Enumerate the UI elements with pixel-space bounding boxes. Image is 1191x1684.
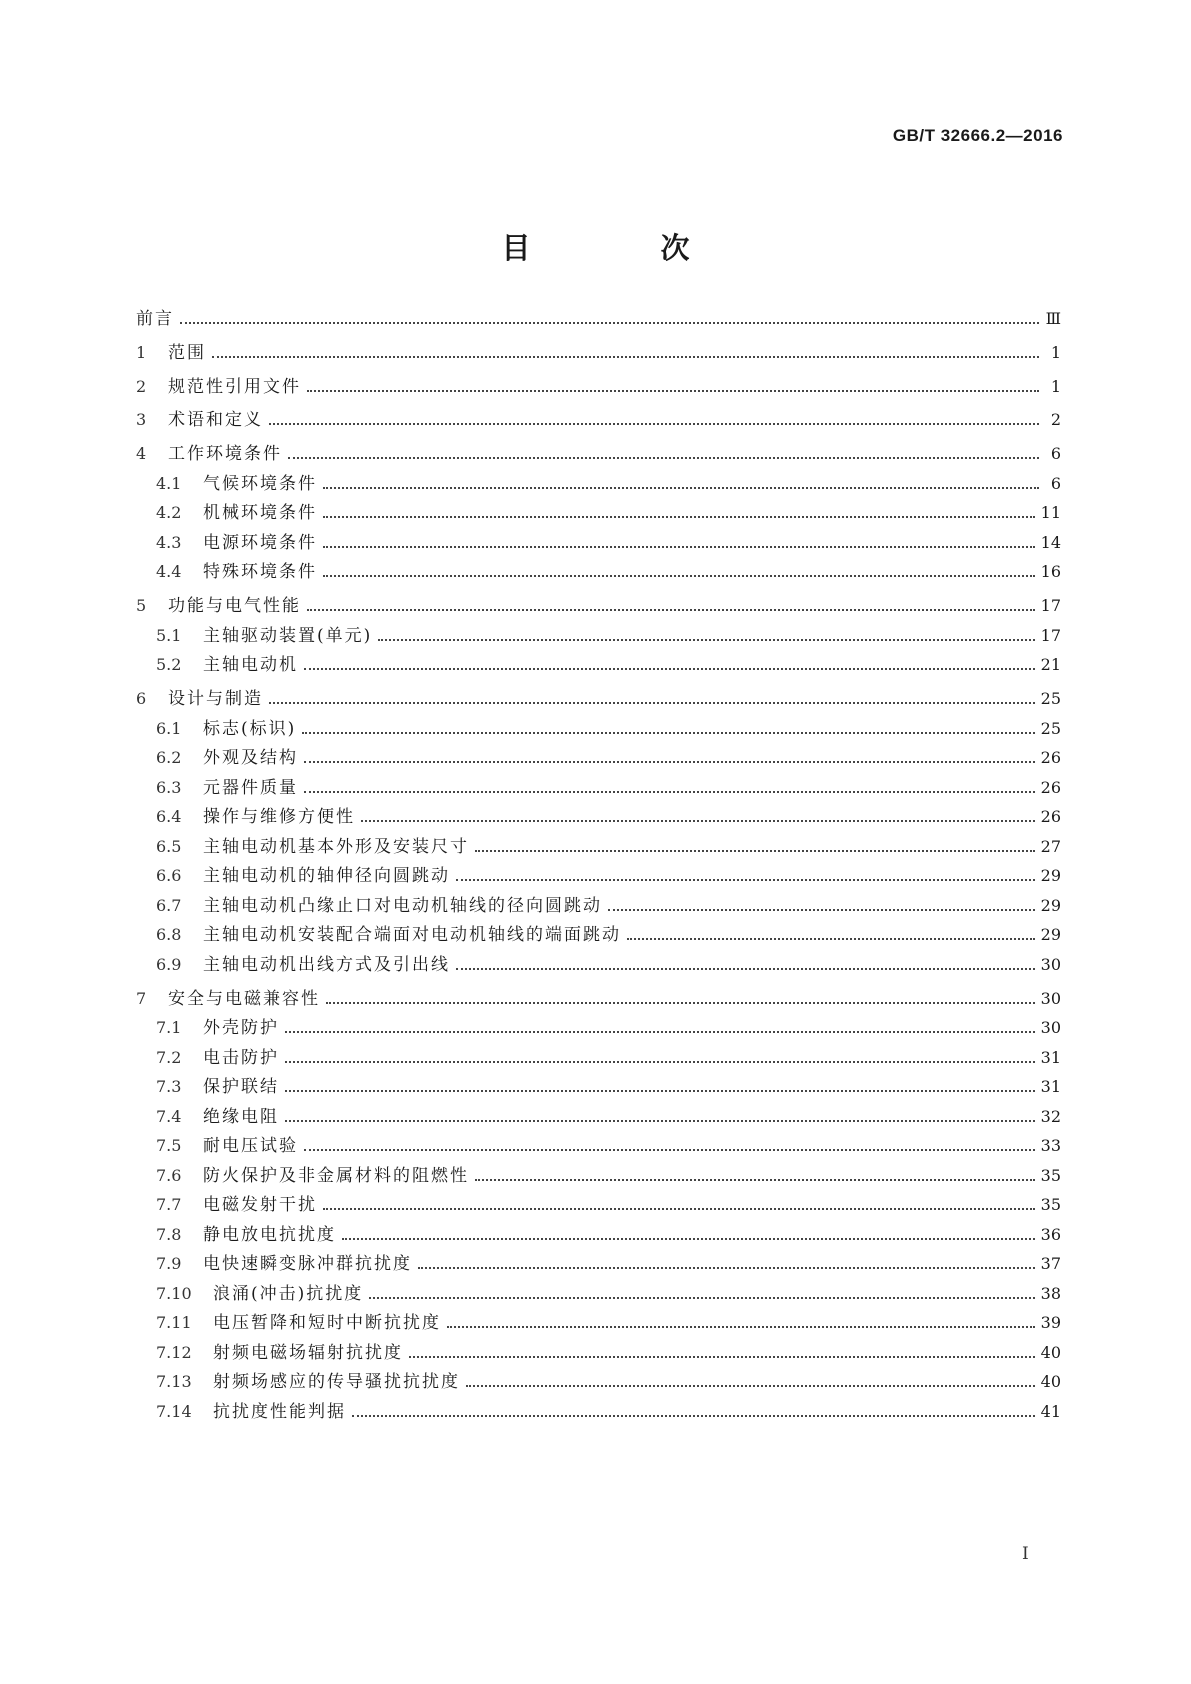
toc-leader-dots: [307, 609, 1035, 611]
toc-entry-title: 元器件质量: [203, 778, 298, 798]
toc-entry-title: 术语和定义: [168, 410, 263, 430]
toc-entry-title: 浪涌(冲击)抗扰度: [213, 1284, 364, 1304]
toc-leader-dots: [378, 639, 1034, 641]
toc-entry-title: 电源环境条件: [203, 533, 317, 553]
toc-entry-number: 6.1: [156, 719, 182, 738]
toc-entry-page: 21: [1040, 655, 1061, 674]
toc-entry-number: 5.2: [156, 655, 182, 674]
toc-entry-page: 29: [1040, 896, 1061, 915]
toc-entry-number: 7.3: [156, 1077, 182, 1096]
toc-entry-page: 35: [1040, 1166, 1061, 1185]
toc-entry-page: 31: [1040, 1048, 1061, 1067]
toc-entry-page: 29: [1040, 866, 1061, 885]
toc-entry[interactable]: [156, 471, 1061, 497]
page-title: 目 次: [501, 231, 750, 265]
toc-entry[interactable]: [156, 1399, 1061, 1425]
toc-entry-number: 7.10: [156, 1284, 192, 1303]
toc-entry-page: 6: [1050, 444, 1061, 463]
standard-code: GB/T 32666.2—2016: [892, 126, 1063, 145]
toc-entry-number: 7.13: [156, 1372, 192, 1391]
toc-entry[interactable]: [136, 441, 1061, 467]
toc-leader-dots: [323, 516, 1035, 518]
toc-entry-number: 4: [136, 444, 147, 463]
toc-entry-number: 6.6: [156, 866, 182, 885]
toc-leader-dots: [304, 1149, 1035, 1151]
toc-entry[interactable]: [136, 407, 1061, 433]
toc-entry-number: 7: [136, 989, 147, 1008]
toc-leader-dots: [361, 820, 1035, 822]
toc-entry-number: 4.3: [156, 533, 182, 552]
toc-entry-title: 主轴电动机基本外形及安装尺寸: [203, 837, 469, 857]
toc-entry-number: 6.5: [156, 837, 182, 856]
toc-entry[interactable]: [156, 1133, 1061, 1159]
toc-entry[interactable]: [156, 834, 1061, 860]
toc-entry-number: 6.4: [156, 807, 182, 826]
toc-entry[interactable]: [136, 374, 1061, 400]
toc-leader-dots: [212, 356, 1039, 358]
toc-entry-number: 4.1: [156, 474, 182, 493]
toc-entry[interactable]: [156, 500, 1061, 526]
toc-leader-dots: [304, 761, 1035, 763]
toc-entry-page: 11: [1040, 503, 1061, 522]
toc-entry[interactable]: [136, 593, 1061, 619]
toc-entry-title: 前言: [136, 309, 174, 329]
toc-entry-page: Ⅲ: [1045, 309, 1061, 328]
toc-entry-page: 30: [1040, 989, 1061, 1008]
toc-entry[interactable]: [156, 745, 1061, 771]
toc-entry-page: 39: [1040, 1313, 1061, 1332]
toc-entry-page: 41: [1040, 1402, 1061, 1421]
toc-entry-number: 6.2: [156, 748, 182, 767]
toc-entry-page: 26: [1040, 778, 1061, 797]
toc-entry-page: 26: [1040, 748, 1061, 767]
toc-entry-title: 绝缘电阻: [203, 1107, 279, 1127]
toc-entry-title: 设计与制造: [168, 689, 263, 709]
toc-leader-dots: [269, 702, 1035, 704]
toc-entry-number: 6: [136, 689, 147, 708]
toc-entry-page: 26: [1040, 807, 1061, 826]
toc-leader-dots: [466, 1385, 1035, 1387]
toc-entry-number: 6.8: [156, 925, 182, 944]
toc-entry-number: 4.2: [156, 503, 182, 522]
toc-entry-title: 外观及结构: [203, 748, 298, 768]
toc-entry-page: 33: [1040, 1136, 1061, 1155]
toc-entry-page: 27: [1040, 837, 1061, 856]
toc-entry-page: 25: [1040, 719, 1061, 738]
toc-entry-page: 1: [1050, 343, 1061, 362]
toc-leader-dots: [323, 487, 1039, 489]
toc-entry-number: 7.9: [156, 1254, 182, 1273]
toc-entry-number: 7.4: [156, 1107, 182, 1126]
toc-entry-title: 规范性引用文件: [168, 377, 301, 397]
toc-entry[interactable]: [136, 986, 1061, 1012]
toc-entry-page: 40: [1040, 1343, 1061, 1362]
toc-entry[interactable]: [136, 306, 1061, 332]
toc-leader-dots: [369, 1297, 1034, 1299]
toc-leader-dots: [323, 575, 1035, 577]
toc-entry-page: 30: [1040, 955, 1061, 974]
toc-entry-page: 36: [1040, 1225, 1061, 1244]
toc-entry[interactable]: [156, 804, 1061, 830]
toc-entry-title: 主轴电动机的轴伸径向圆跳动: [203, 866, 450, 886]
toc-entry-title: 防火保护及非金属材料的阻燃性: [203, 1166, 469, 1186]
toc-leader-dots: [608, 909, 1035, 911]
toc-entry-page: 2: [1050, 410, 1061, 429]
toc-entry[interactable]: [156, 652, 1061, 678]
toc-entry-number: 7.5: [156, 1136, 182, 1155]
toc-entry-title: 功能与电气性能: [168, 596, 301, 616]
toc-entry[interactable]: [136, 686, 1061, 712]
toc-entry-title: 工作环境条件: [168, 444, 282, 464]
toc-entry-number: 5.1: [156, 626, 182, 645]
toc-entry[interactable]: [156, 952, 1061, 978]
toc-leader-dots: [475, 1179, 1035, 1181]
toc-entry[interactable]: [156, 1074, 1061, 1100]
toc-entry-number: 7.8: [156, 1225, 182, 1244]
toc-entry-title: 电磁发射干扰: [203, 1195, 317, 1215]
toc-entry-title: 电压暂降和短时中断抗扰度: [213, 1313, 441, 1333]
toc-leader-dots: [447, 1326, 1035, 1328]
toc-entry-title: 抗扰度性能判据: [213, 1402, 346, 1422]
toc-entry-number: 2: [136, 377, 147, 396]
toc-leader-dots: [627, 938, 1035, 940]
toc-entry-title: 主轴电动机凸缘止口对电动机轴线的径向圆跳动: [203, 896, 602, 916]
toc-entry-page: 6: [1050, 474, 1061, 493]
toc-entry-number: 7.14: [156, 1402, 192, 1421]
toc-entry-title: 射频电磁场辐射抗扰度: [213, 1343, 403, 1363]
toc-leader-dots: [323, 546, 1035, 548]
toc-entry-title: 保护联结: [203, 1077, 279, 1097]
toc-entry-title: 静电放电抗扰度: [203, 1225, 336, 1245]
toc-entry[interactable]: [156, 1045, 1061, 1071]
toc-leader-dots: [302, 732, 1034, 734]
toc-entry-number: 6.3: [156, 778, 182, 797]
toc-entry-number: 7.11: [156, 1313, 192, 1332]
toc-entry-page: 37: [1040, 1254, 1061, 1273]
toc-entry-title: 耐电压试验: [203, 1136, 298, 1156]
toc-leader-dots: [456, 879, 1035, 881]
toc-leader-dots: [285, 1090, 1035, 1092]
toc-entry[interactable]: [156, 863, 1061, 889]
toc-leader-dots: [304, 791, 1035, 793]
toc-entry-number: 6.7: [156, 896, 182, 915]
toc-leader-dots: [418, 1267, 1035, 1269]
toc-entry-title: 外壳防护: [203, 1018, 279, 1038]
toc-entry[interactable]: [156, 716, 1061, 742]
toc-entry-title: 主轴电动机: [203, 655, 298, 675]
toc-leader-dots: [409, 1356, 1035, 1358]
toc-entry[interactable]: [156, 1163, 1061, 1189]
toc-leader-dots: [288, 457, 1039, 459]
toc-leader-dots: [285, 1120, 1035, 1122]
toc-entry-number: 7.12: [156, 1343, 192, 1362]
toc-entry-title: 主轴驱动装置(单元): [203, 626, 373, 646]
toc-entry[interactable]: [156, 1104, 1061, 1130]
toc-entry-page: 29: [1040, 925, 1061, 944]
toc-entry-page: 25: [1040, 689, 1061, 708]
toc-entry-page: 17: [1040, 626, 1061, 645]
toc-entry-number: 7.1: [156, 1018, 182, 1037]
toc-entry-title: 射频场感应的传导骚扰抗扰度: [213, 1372, 460, 1392]
toc-entry-page: 17: [1040, 596, 1061, 615]
toc-entry-page: 16: [1040, 562, 1061, 581]
toc-entry[interactable]: [156, 775, 1061, 801]
toc-entry[interactable]: [156, 1281, 1061, 1307]
toc-entry-page: 40: [1040, 1372, 1061, 1391]
toc-entry-number: 4.4: [156, 562, 182, 581]
toc-entry-number: 7.2: [156, 1048, 182, 1067]
toc-leader-dots: [269, 423, 1039, 425]
toc-leader-dots: [342, 1238, 1035, 1240]
toc-entry[interactable]: [156, 1310, 1061, 1336]
toc-entry[interactable]: [156, 1369, 1061, 1395]
toc-entry-title: 范围: [168, 343, 206, 363]
toc-entry-page: 14: [1040, 533, 1061, 552]
toc-entry-number: 7.7: [156, 1195, 182, 1214]
toc-entry-title: 特殊环境条件: [203, 562, 317, 582]
toc-entry-page: 38: [1040, 1284, 1061, 1303]
toc-entry-title: 机械环境条件: [203, 503, 317, 523]
toc-entry[interactable]: [156, 893, 1061, 919]
toc-entry[interactable]: [156, 1340, 1061, 1366]
toc-entry-title: 安全与电磁兼容性: [168, 989, 320, 1009]
toc-entry-page: 31: [1040, 1077, 1061, 1096]
toc-entry-number: 3: [136, 410, 147, 429]
toc-entry[interactable]: [156, 1015, 1061, 1041]
toc-leader-dots: [304, 668, 1035, 670]
toc-entry-title: 主轴电动机出线方式及引出线: [203, 955, 450, 975]
toc-entry-page: 30: [1040, 1018, 1061, 1037]
toc-entry-title: 气候环境条件: [203, 474, 317, 494]
toc-entry-title: 标志(标识): [203, 719, 297, 739]
toc-entry[interactable]: [156, 1222, 1061, 1248]
toc-entry-page: 32: [1040, 1107, 1061, 1126]
toc-entry[interactable]: [156, 623, 1061, 649]
toc-leader-dots: [352, 1415, 1035, 1417]
toc-entry-title: 主轴电动机安装配合端面对电动机轴线的端面跳动: [203, 925, 621, 945]
toc-entry-number: 5: [136, 596, 147, 615]
toc-entry-page: 35: [1040, 1195, 1061, 1214]
toc-leader-dots: [285, 1061, 1035, 1063]
toc-entry[interactable]: [136, 340, 1061, 366]
toc-leader-dots: [475, 850, 1035, 852]
toc-leader-dots: [307, 390, 1039, 392]
toc-entry-number: 1: [136, 343, 147, 362]
toc-entry[interactable]: [156, 1251, 1061, 1277]
toc-leader-dots: [180, 322, 1039, 324]
toc-entry-title: 电快速瞬变脉冲群抗扰度: [203, 1254, 412, 1274]
toc-leader-dots: [285, 1031, 1035, 1033]
toc-leader-dots: [323, 1208, 1035, 1210]
toc-leader-dots: [326, 1002, 1035, 1004]
toc-entry-page: 1: [1050, 377, 1061, 396]
toc-entry-title: 电击防护: [203, 1048, 279, 1068]
toc-entry-number: 6.9: [156, 955, 182, 974]
toc-entry[interactable]: [156, 922, 1061, 948]
toc-leader-dots: [456, 968, 1035, 970]
toc-entry[interactable]: [156, 1192, 1061, 1218]
toc-entry-title: 操作与维修方便性: [203, 807, 355, 827]
toc-entry[interactable]: [156, 530, 1061, 556]
page-number: I: [1022, 1544, 1029, 1564]
toc-entry[interactable]: [156, 559, 1061, 585]
toc-entry-number: 7.6: [156, 1166, 182, 1185]
